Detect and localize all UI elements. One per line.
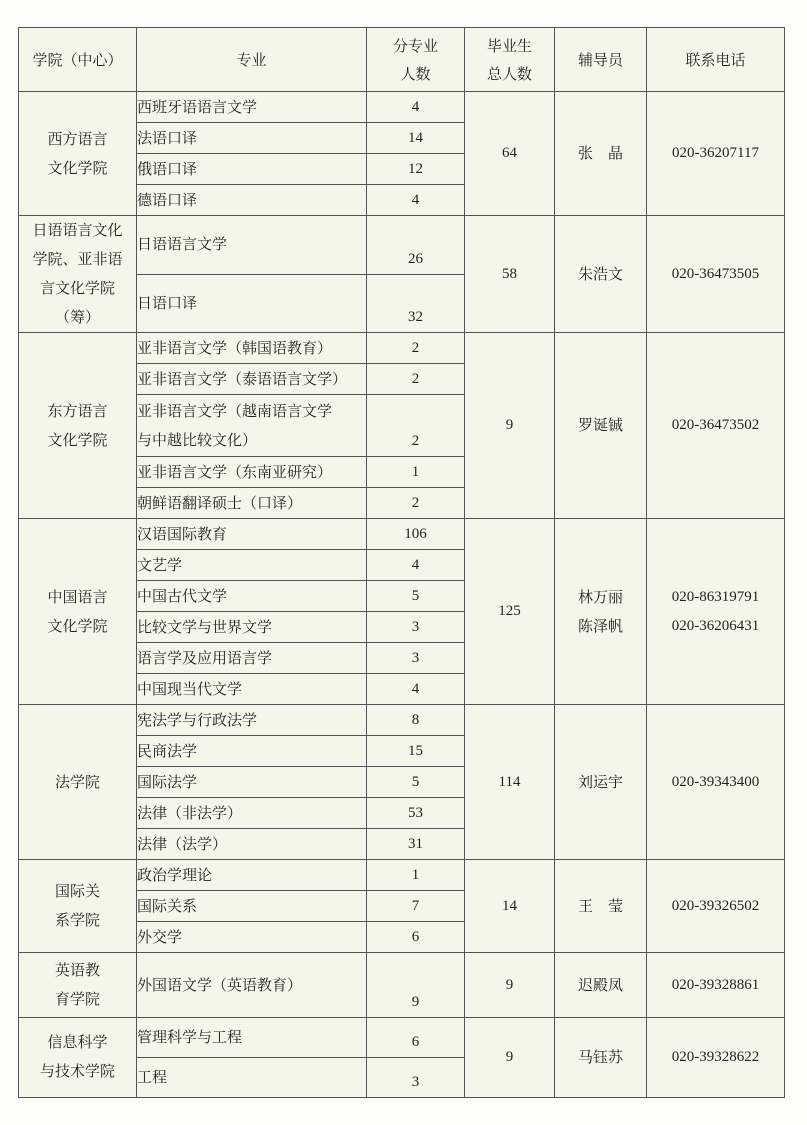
major-name-line: 法语口译 bbox=[137, 128, 198, 147]
school-name-line: 中国语言 bbox=[47, 587, 108, 606]
major-cell bbox=[137, 216, 367, 275]
major-cell bbox=[137, 705, 367, 736]
major-cell bbox=[137, 767, 367, 798]
phone-cell bbox=[647, 953, 785, 1017]
school-name-line: 英语教 bbox=[54, 961, 100, 980]
school-cell bbox=[19, 1017, 137, 1097]
major-cell bbox=[137, 581, 367, 612]
major-cell bbox=[137, 860, 367, 891]
school-name-line: 系学院 bbox=[54, 911, 100, 930]
major-cell bbox=[137, 364, 367, 395]
major-count-cell: 8 bbox=[367, 705, 465, 736]
major-name-line: 亚非语言文学（东南亚研究） bbox=[137, 462, 333, 481]
table-row bbox=[19, 860, 785, 891]
total-count-cell: 125 bbox=[465, 519, 555, 705]
major-count-cell: 106 bbox=[367, 519, 465, 550]
school-cell bbox=[19, 333, 137, 519]
counselor-name: 林万丽 bbox=[577, 587, 623, 606]
major-count-cell: 4 bbox=[367, 550, 465, 581]
school-name-line: 与技术学院 bbox=[39, 1062, 115, 1081]
school-name-line: 言文化学院 bbox=[39, 279, 115, 298]
phone-number: 020-39343400 bbox=[671, 773, 760, 790]
major-name-line: 比较文学与世界文学 bbox=[137, 617, 273, 636]
major-cell bbox=[137, 1057, 367, 1097]
school-cell bbox=[19, 953, 137, 1017]
major-count-cell: 14 bbox=[367, 123, 465, 154]
major-count-cell: 32 bbox=[367, 274, 465, 333]
major-cell bbox=[137, 185, 367, 216]
school-name-line: 文化学院 bbox=[47, 430, 108, 449]
counselor-name: 朱浩文 bbox=[577, 264, 623, 283]
major-count-cell: 4 bbox=[367, 185, 465, 216]
phone-cell bbox=[647, 705, 785, 860]
header-counselor: 辅导员 bbox=[555, 28, 647, 92]
school-cell bbox=[19, 519, 137, 705]
counselor-name: 王 莹 bbox=[577, 896, 623, 915]
table-row bbox=[19, 705, 785, 736]
header-count-line: 分专业 bbox=[392, 36, 438, 55]
major-name-line: 管理科学与工程 bbox=[137, 1027, 243, 1046]
header-total-line: 总人数 bbox=[486, 64, 532, 83]
total-count-cell: 14 bbox=[465, 860, 555, 953]
major-cell bbox=[137, 488, 367, 519]
major-count-cell: 3 bbox=[367, 612, 465, 643]
counselor-cell bbox=[555, 216, 647, 333]
major-count-cell: 2 bbox=[367, 395, 465, 457]
phone-number: 020-36207117 bbox=[672, 145, 759, 162]
phone-cell bbox=[647, 92, 785, 216]
major-name-line: 西班牙语语言文学 bbox=[137, 97, 258, 116]
major-name-line: 文艺学 bbox=[137, 555, 183, 574]
school-name-line: 法学院 bbox=[54, 772, 100, 791]
major-name-line: 亚非语言文学（越南语言文学 bbox=[137, 401, 333, 420]
major-name-line: 俄语口译 bbox=[137, 159, 198, 178]
table-row bbox=[19, 92, 785, 123]
phone-cell bbox=[647, 1017, 785, 1097]
table-row bbox=[19, 953, 785, 1017]
major-count-cell: 6 bbox=[367, 1017, 465, 1057]
major-name-line: 外交学 bbox=[137, 927, 183, 946]
major-cell bbox=[137, 891, 367, 922]
major-count-cell: 53 bbox=[367, 798, 465, 829]
header-count-line: 人数 bbox=[400, 64, 431, 83]
major-name-line: 国际关系 bbox=[137, 896, 198, 915]
major-cell bbox=[137, 798, 367, 829]
major-name-line: 与中越比较文化） bbox=[137, 430, 258, 449]
major-cell bbox=[137, 736, 367, 767]
table-row bbox=[19, 1017, 785, 1057]
major-name-line: 日语口译 bbox=[137, 293, 198, 312]
major-cell bbox=[137, 457, 367, 488]
major-count-cell: 3 bbox=[367, 1057, 465, 1097]
counselor-name: 迟殿凤 bbox=[577, 975, 623, 994]
school-name-line: （筹） bbox=[54, 308, 100, 327]
major-cell bbox=[137, 953, 367, 1017]
major-name-line: 宪法学与行政法学 bbox=[137, 710, 258, 729]
major-cell bbox=[137, 550, 367, 581]
school-cell bbox=[19, 92, 137, 216]
major-count-cell: 12 bbox=[367, 154, 465, 185]
major-count-cell: 26 bbox=[367, 216, 465, 275]
major-name-line: 亚非语言文学（韩国语教育） bbox=[137, 338, 333, 357]
phone-cell bbox=[647, 216, 785, 333]
total-count-cell: 9 bbox=[465, 1017, 555, 1097]
school-name-line: 信息科学 bbox=[47, 1033, 108, 1052]
table-row bbox=[19, 216, 785, 275]
school-name-line: 文化学院 bbox=[47, 158, 108, 177]
school-name-line: 日语语言文化 bbox=[32, 221, 123, 240]
counselor-cell bbox=[555, 860, 647, 953]
major-count-cell: 5 bbox=[367, 767, 465, 798]
phone-number: 020-36206431 bbox=[671, 617, 760, 634]
major-cell bbox=[137, 395, 367, 457]
major-name-line: 亚非语言文学（泰语语言文学） bbox=[137, 369, 348, 388]
major-count-cell: 5 bbox=[367, 581, 465, 612]
phone-cell bbox=[647, 860, 785, 953]
major-cell bbox=[137, 612, 367, 643]
school-name-line: 文化学院 bbox=[47, 616, 108, 635]
major-cell bbox=[137, 922, 367, 953]
table-row bbox=[19, 333, 785, 364]
counselor-cell bbox=[555, 953, 647, 1017]
school-name-line: 东方语言 bbox=[47, 401, 108, 420]
major-name-line: 民商法学 bbox=[137, 741, 198, 760]
header-count bbox=[367, 28, 465, 92]
major-count-cell: 4 bbox=[367, 674, 465, 705]
major-cell bbox=[137, 123, 367, 154]
major-cell bbox=[137, 92, 367, 123]
counselor-cell bbox=[555, 519, 647, 705]
school-cell bbox=[19, 860, 137, 953]
counselor-name: 张 晶 bbox=[577, 144, 623, 163]
counselor-cell bbox=[555, 333, 647, 519]
major-name-line: 德语口译 bbox=[137, 190, 198, 209]
table-row bbox=[19, 519, 785, 550]
major-cell bbox=[137, 519, 367, 550]
header-phone: 联系电话 bbox=[647, 28, 785, 92]
major-count-cell: 4 bbox=[367, 92, 465, 123]
phone-cell bbox=[647, 333, 785, 519]
school-name-line: 西方语言 bbox=[47, 129, 108, 148]
header-row bbox=[19, 28, 785, 92]
major-name-line: 朝鲜语翻译硕士（口译） bbox=[137, 493, 303, 512]
total-count-cell: 58 bbox=[465, 216, 555, 333]
counselor-cell bbox=[555, 92, 647, 216]
major-name-line: 中国古代文学 bbox=[137, 586, 228, 605]
major-name-line: 政治学理论 bbox=[137, 865, 213, 884]
header-major: 专业 bbox=[137, 28, 367, 92]
major-cell bbox=[137, 1017, 367, 1057]
phone-number: 020-36473505 bbox=[671, 265, 760, 282]
counselor-cell bbox=[555, 705, 647, 860]
total-count-cell: 64 bbox=[465, 92, 555, 216]
counselor-name: 马钰苏 bbox=[577, 1047, 623, 1066]
graduate-counselor-table bbox=[18, 27, 785, 1098]
school-cell bbox=[19, 216, 137, 333]
major-cell bbox=[137, 643, 367, 674]
phone-number: 020-39328622 bbox=[671, 1048, 760, 1065]
major-name-line: 法律（法学） bbox=[137, 834, 228, 853]
school-name-line: 学院、亚非语 bbox=[32, 250, 123, 269]
phone-number: 020-39326502 bbox=[671, 897, 760, 914]
counselor-cell bbox=[555, 1017, 647, 1097]
major-count-cell: 7 bbox=[367, 891, 465, 922]
header-total bbox=[465, 28, 555, 92]
major-count-cell: 2 bbox=[367, 488, 465, 519]
major-count-cell: 1 bbox=[367, 457, 465, 488]
major-count-cell: 9 bbox=[367, 953, 465, 1017]
total-count-cell: 9 bbox=[465, 333, 555, 519]
phone-cell bbox=[647, 519, 785, 705]
major-name-line: 法律（非法学） bbox=[137, 803, 243, 822]
school-name-line: 育学院 bbox=[54, 990, 100, 1009]
major-cell bbox=[137, 829, 367, 860]
major-name-line: 语言学及应用语言学 bbox=[137, 648, 273, 667]
major-count-cell: 1 bbox=[367, 860, 465, 891]
counselor-name: 刘运宇 bbox=[577, 772, 623, 791]
major-name-line: 国际法学 bbox=[137, 772, 198, 791]
total-count-cell: 9 bbox=[465, 953, 555, 1017]
major-count-cell: 3 bbox=[367, 643, 465, 674]
major-count-cell: 2 bbox=[367, 333, 465, 364]
major-cell bbox=[137, 674, 367, 705]
major-name-line: 汉语国际教育 bbox=[137, 524, 228, 543]
header-total-line: 毕业生 bbox=[486, 36, 532, 55]
phone-number: 020-36473502 bbox=[671, 417, 760, 434]
header-school: 学院（中心） bbox=[19, 28, 137, 92]
major-count-cell: 15 bbox=[367, 736, 465, 767]
counselor-name: 陈泽帆 bbox=[577, 616, 623, 635]
major-count-cell: 2 bbox=[367, 364, 465, 395]
phone-number: 020-86319791 bbox=[671, 588, 760, 605]
phone-number: 020-39328861 bbox=[671, 976, 760, 993]
major-name-line: 工程 bbox=[137, 1067, 168, 1086]
major-cell bbox=[137, 333, 367, 364]
total-count-cell: 114 bbox=[465, 705, 555, 860]
school-name-line: 国际关 bbox=[54, 882, 100, 901]
major-cell bbox=[137, 274, 367, 333]
school-cell bbox=[19, 705, 137, 860]
major-name-line: 日语语言文学 bbox=[137, 235, 228, 254]
major-count-cell: 6 bbox=[367, 922, 465, 953]
major-name-line: 中国现当代文学 bbox=[137, 679, 243, 698]
major-count-cell: 31 bbox=[367, 829, 465, 860]
major-name-line: 外国语文学（英语教育） bbox=[137, 975, 303, 994]
major-cell bbox=[137, 154, 367, 185]
counselor-name: 罗诞铖 bbox=[577, 416, 623, 435]
